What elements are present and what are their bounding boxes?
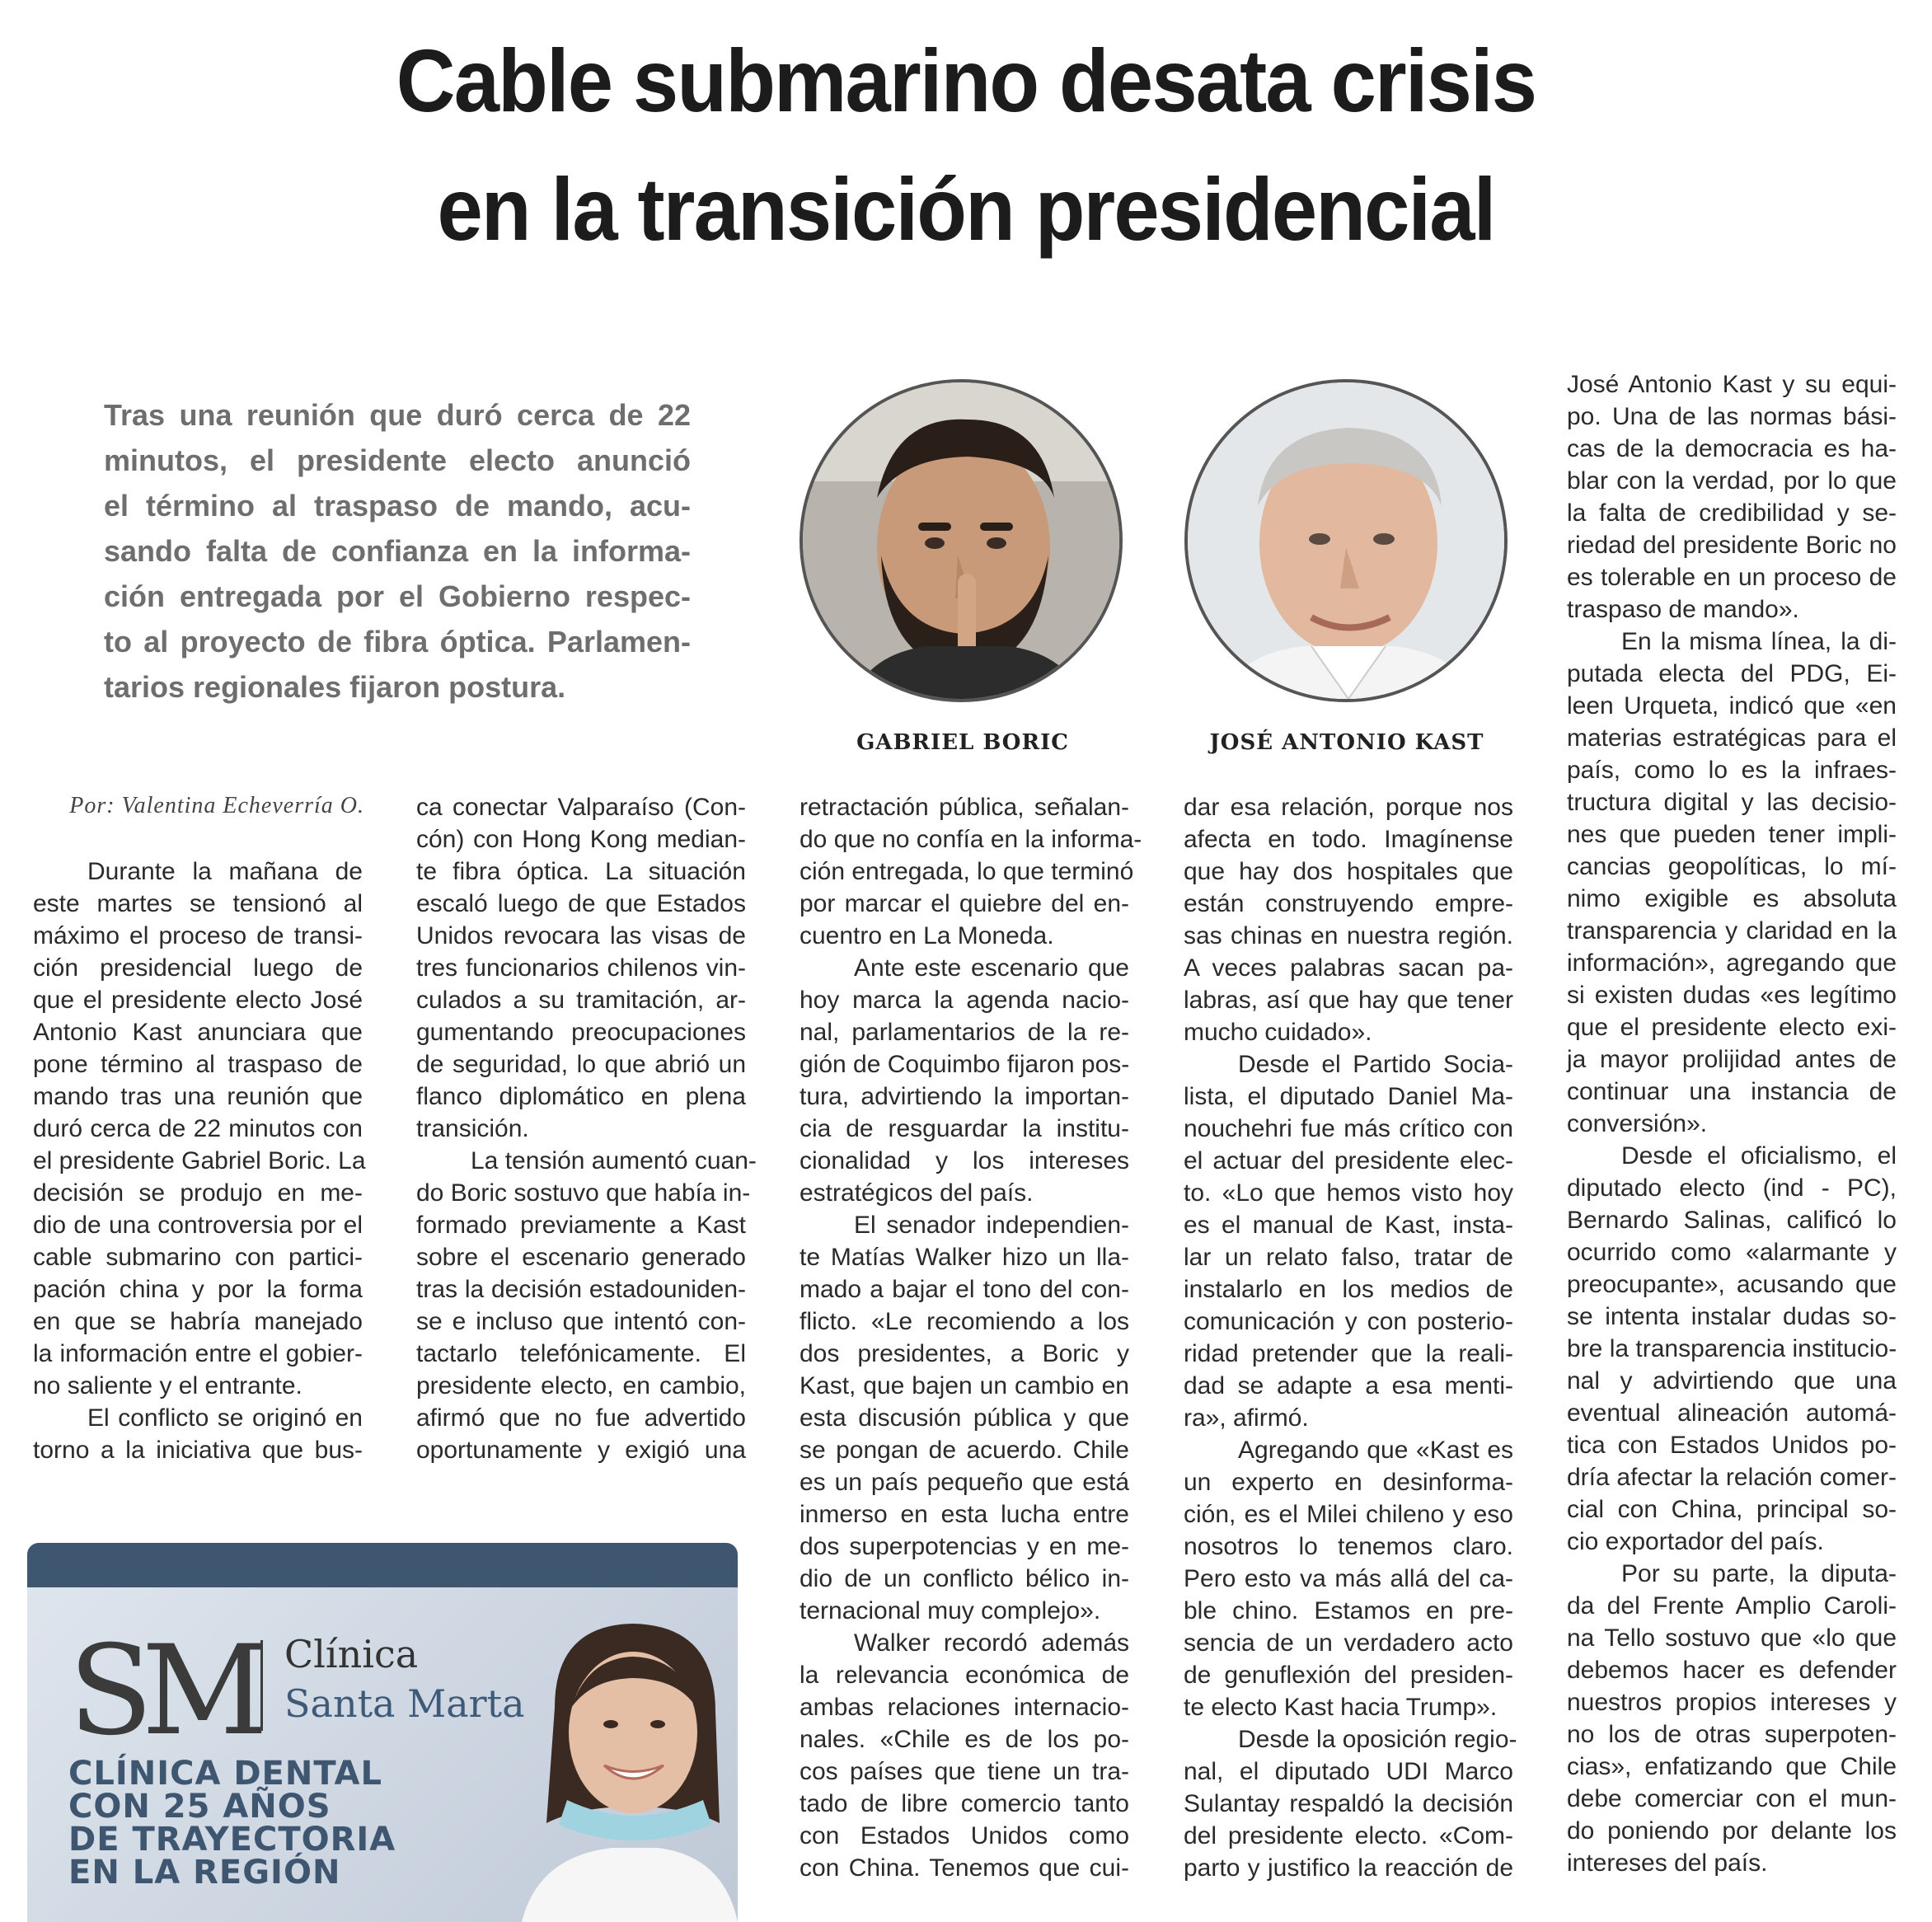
article-line: tica con Estados Unidos po- [1567,1432,1897,1459]
article-column [800,791,1142,1884]
article-line: escaló luego de que Estados [416,890,746,917]
article-line: Sulantay respaldó la decisión [1184,1790,1513,1817]
article-line: esta discusión pública y que [800,1404,1129,1432]
photo-caption: JOSÉ ANTONIO KAST [1209,730,1484,755]
article-line: en que se habría manejado [33,1308,363,1335]
article-line: Walker recordó además [854,1629,1129,1657]
article-line: nosotros lo tenemos claro. [1184,1533,1513,1560]
article-line: el actuar del presidente elec- [1184,1147,1513,1174]
article-line: labras, así que hay que tener [1184,987,1513,1014]
article-line: continuar una instancia de [1567,1078,1897,1105]
article-line: cia de resguardar la institu- [800,1115,1129,1142]
article-line: tras la decisión estadouniden- [416,1276,746,1303]
article-line: cionalidad y los intereses [800,1147,1129,1174]
article-line: oportunamente y exigió una [416,1437,746,1464]
article-line: afirmó que no fue advertido [416,1404,746,1432]
article-line: dad se adapte a esa menti- [1184,1372,1513,1399]
article-line: transición. [416,1115,529,1142]
article-line: nouchehri fue más crítico con [1184,1115,1513,1142]
article-line: es un país pequeño que está [800,1469,1129,1496]
article-line: comunicación y con posterio- [1184,1308,1513,1335]
article-line: materias estratégicas para el [1567,724,1897,752]
article-line: es tolerable en un proceso de [1567,564,1897,591]
article-line: la relevancia económica de [800,1662,1129,1689]
article-line: gumentando preocupaciones [416,1019,746,1046]
article-line: cos países que tiene un tra- [800,1758,1129,1785]
article-line: este martes se tensionó al [33,890,363,917]
article-line: dría afectar la relación comer- [1567,1464,1897,1491]
article-line: la falta de credibilidad y se- [1567,499,1897,527]
article-line: do que no confía en la informa- [800,826,1142,853]
article-line: es el manual de Kast, insta- [1184,1212,1513,1239]
article-line: sobre el escenario generado [416,1244,746,1271]
article-line: con China. Tenemos que cui- [800,1854,1129,1882]
article-line: mando tras una reunión que [33,1083,363,1110]
clinic-name [284,1629,525,1728]
article-line: ocurrido como «alarmante y [1567,1239,1897,1266]
article-line: cuentro en La Moneda. [800,922,1054,949]
article-line: nes que pueden tener impli- [1567,821,1897,848]
article-line: ra», afirmó. [1184,1404,1309,1432]
article-line: tado de libre comercio tanto [800,1790,1129,1817]
article-line: pación china y por la forma [33,1276,363,1303]
article-line: te fibra óptica. La situación [416,858,746,885]
article-line: gión de Coquimbo fijaron pos- [800,1051,1130,1078]
article-line: bre la transparencia institucio- [1567,1335,1897,1362]
article-line: si existen dudas «es legítimo [1567,982,1897,1009]
byline: Por: Valentina Echeverría O. [69,793,364,818]
article-line: duró cerca de 22 minutos con [33,1115,363,1142]
article-line: se pongan de acuerdo. Chile [800,1437,1129,1464]
article-line: El senador independien- [854,1212,1129,1239]
article-line: riedad del presidente Boric no [1567,532,1897,559]
tagline-line: EN LA REGIÓN [68,1854,341,1892]
article-line: Durante la mañana de [87,858,363,885]
article-line: lar un relato falso, tratar de [1184,1244,1513,1271]
article-line: lista, el diputado Daniel Ma- [1184,1083,1513,1110]
tagline-line: CON 25 AÑOS [68,1788,331,1826]
article-line: un experto en desinforma- [1184,1469,1513,1496]
article-line: máximo el proceso de transi- [33,922,363,949]
article-line: se e incluso que intentó con- [416,1308,746,1335]
article-line: nimo exigible es absoluta [1567,885,1897,912]
article-line: ca conectar Valparaíso (Con- [416,794,746,821]
article-line: cancias geopolíticas, lo mí- [1567,853,1897,880]
article-column [416,791,757,1466]
article-line: que el presidente electo exi- [1567,1014,1897,1041]
article-line: ambas relaciones internacio- [800,1694,1129,1721]
lede-line: ción entregada por el Gobierno respec- [104,579,691,613]
clinic-logo: SM [68,1620,257,1763]
article-line: dos superpotencias y en me- [800,1533,1129,1560]
article-line: tructura digital y las decisio- [1567,789,1897,816]
article-line: nal y advirtiendo que una [1567,1367,1897,1395]
article-line: A veces palabras sacan pa- [1184,954,1513,982]
article-line: Pero esto va más allá del ca- [1184,1565,1513,1592]
article-line: debe comerciar con el mun- [1567,1785,1897,1812]
article-line: dar esa relación, porque nos [1184,794,1513,821]
portrait-gabriel-boric-icon [803,382,1119,699]
lede [104,392,691,710]
lede-line: to al proyecto de fibra óptica. Parlamen- [104,625,691,659]
article-line: eventual alineación automá- [1567,1399,1897,1427]
article-line: blar con la verdad, por lo que [1567,467,1897,495]
article-line: dos presidentes, a Boric y [800,1340,1129,1367]
article-line: ridad pretender que la reali- [1184,1340,1513,1367]
article-line: putada electa del PDG, Ei- [1567,660,1897,687]
article-line: Desde la oposición regio- [1238,1726,1517,1753]
article-line: ción presidencial luego de [33,954,363,982]
headline-line: Cable submarino desata crisis [396,30,1536,130]
article-line: Agregando que «Kast es [1238,1437,1513,1464]
article-column [33,856,366,1466]
article-line: dio de un conflicto bélico in- [800,1565,1129,1592]
article-line: Desde el Partido Socia- [1238,1051,1513,1078]
article-line: intereses del país. [1567,1849,1768,1877]
article-line: Por su parte, la diputa- [1621,1560,1897,1587]
article-line: cable submarino con partici- [33,1244,363,1271]
lede-line: el término al traspaso de mando, acu- [104,489,691,523]
article-line: decisión se produjo en me- [33,1179,363,1207]
article-line: do poniendo por delante los [1567,1817,1897,1845]
article-line: diputado electo (ind - PC), [1567,1174,1897,1202]
article-line: transparencia y claridad en la [1567,917,1897,945]
portrait-jose-antonio-kast [1184,379,1508,702]
logo-divider [260,1640,263,1731]
article-line: tura, advirtiendo la importan- [800,1083,1129,1110]
article-line: de seguridad, lo que abrió un [416,1051,746,1078]
article-line: preocupante», acusando que [1567,1271,1897,1298]
article-line: no saliente y el entrante. [33,1372,302,1399]
article-line: inmerso en esta lucha entre [800,1501,1129,1528]
article-line: presidente electo, en cambio, [416,1372,746,1399]
article-line: culados a su tramitación, ar- [416,987,746,1014]
article-line: el presidente Gabriel Boric. La [33,1147,366,1174]
article-line: Bernardo Salinas, calificó lo [1567,1207,1897,1234]
article-line: traspaso de mando». [1567,596,1799,623]
article-column [1567,368,1897,1879]
article-line: flicto. «Le recomiendo a los [800,1308,1129,1335]
article-line: ción entregada, lo que terminó [800,858,1134,885]
article-line: te Matías Walker hizo un lla- [800,1244,1129,1271]
tagline-line: DE TRAYECTORIA [68,1821,396,1859]
clinic-tagline [68,1755,396,1892]
article-line: José Antonio Kast y su equi- [1567,371,1897,398]
article-line: se intenta instalar dudas so- [1567,1303,1897,1330]
article-line: cial con China, principal so- [1567,1496,1897,1523]
clinic-advertisement[interactable] [27,1543,738,1922]
article-line: En la misma línea, la di- [1621,628,1897,655]
tagline-line: CLÍNICA DENTAL [68,1755,382,1793]
lede-line: tarios regionales fijaron postura. [104,670,566,704]
article-line: Antonio Kast anunciara que [33,1019,363,1046]
article-line: cón) con Hong Kong median- [416,826,746,853]
article-line: nuestros propios intereses y [1567,1689,1897,1716]
article-line: están construyendo empre- [1184,890,1513,917]
article-line: leen Urqueta, indicó que «en [1567,692,1897,720]
article-line: El conflicto se originó en [87,1404,363,1432]
article-line: do Boric sostuvo que había in- [416,1179,751,1207]
article-line: na Tello sostuvo que «lo que [1567,1624,1897,1652]
article-line: po. Una de las normas bási- [1567,403,1897,430]
article-line: Ante este escenario que [854,954,1129,982]
portrait-gabriel-boric [800,379,1123,702]
clinic-name-line1: Clínica [284,1632,419,1676]
lede-line: minutos, el presidente electo anunció [104,443,691,477]
headline [77,16,1855,274]
article-line: parto y justifico la reacción de [1184,1854,1513,1882]
article-line: estratégicos del país. [800,1179,1034,1207]
article-line: ción, es el Milei chileno y eso [1184,1501,1513,1528]
ad-top-bar [27,1543,738,1587]
article-line: conversión». [1567,1110,1708,1137]
article-line: nales. «Chile es de los po- [800,1726,1129,1753]
article-line: pone término al traspaso de [33,1051,363,1078]
article-line: formado previamente a Kast [416,1212,746,1239]
article-line: sas chinas en nuestra región. [1184,922,1513,949]
article-line: con Estados Unidos como [800,1822,1129,1849]
article-line: cio exportador del país. [1567,1528,1824,1555]
article-line: que hay dos hospitales que [1184,858,1513,885]
article-line: te electo Kast hacia Trump». [1184,1694,1498,1721]
article-line: ja mayor prolijidad antes de [1567,1046,1897,1073]
article-line: mucho cuidado». [1184,1019,1372,1046]
article-line: tactarlo telefónicamente. El [416,1340,746,1367]
article-line: Kast, que bajen un cambio en [800,1372,1129,1399]
article-line: por marcar el quiebre del en- [800,890,1129,917]
article-column [1184,791,1517,1884]
headline-line: en la transición presidencial [437,159,1495,259]
article-line: afecta en todo. Imagínense [1184,826,1513,853]
article-line: retractación pública, señalan- [800,794,1129,821]
article-line: tres funcionarios chilenos vin- [416,954,746,982]
article-line: cias», enfatizando que Chile [1567,1753,1897,1780]
lede-line: sando falta de confianza en la informa- [104,534,691,568]
article-line: que el presidente electo José [33,987,363,1014]
clinic-name-line2: Santa Marta [284,1681,525,1726]
article-line: ble chino. Estamos en pre- [1184,1597,1513,1624]
article-line: torno a la iniciativa que bus- [33,1437,363,1464]
article-line: Unidos revocara las visas de [416,922,746,949]
photo-caption: GABRIEL BORIC [856,730,1069,755]
article-line: del presidente electo. «Com- [1184,1822,1513,1849]
article-line: nal, el diputado UDI Marco [1184,1758,1513,1785]
article-line: Desde el oficialismo, el [1621,1142,1897,1170]
article-line: to. «Lo que hemos visto hoy [1184,1179,1513,1207]
article-line: sencia de un verdadero acto [1184,1629,1513,1657]
article-line: información», agregando que [1567,949,1897,977]
article-line: dio de una controversia por el [33,1212,363,1239]
article-line: ternacional muy complejo». [800,1597,1101,1624]
article-line: de genuflexión del presiden- [1184,1662,1513,1689]
article-line: La tensión aumentó cuan- [471,1147,757,1174]
article-line: país, como lo es la infraes- [1567,757,1897,784]
article-line: mado a bajar el tono del con- [800,1276,1129,1303]
article-line: no los de otras superpoten- [1567,1721,1897,1748]
portrait-jose-antonio-kast-icon [1188,382,1504,699]
smiling-dentist-woman-icon [522,1609,738,1922]
article-line: debemos hacer es defender [1567,1657,1897,1684]
article-line: cas de la democracia es ha- [1567,435,1897,462]
article-line: la información entre el gobier- [33,1340,363,1367]
article-line: flanco diplomático en plena [416,1083,746,1110]
article-line: nal, parlamentarios de la re- [800,1019,1129,1046]
article-line: hoy marca la agenda nacio- [800,987,1129,1014]
article-line: instalarlo en los medios de [1184,1276,1513,1303]
article-line: da del Frente Amplio Caroli- [1567,1592,1897,1620]
lede-line: Tras una reunión que duró cerca de 22 [104,398,691,432]
